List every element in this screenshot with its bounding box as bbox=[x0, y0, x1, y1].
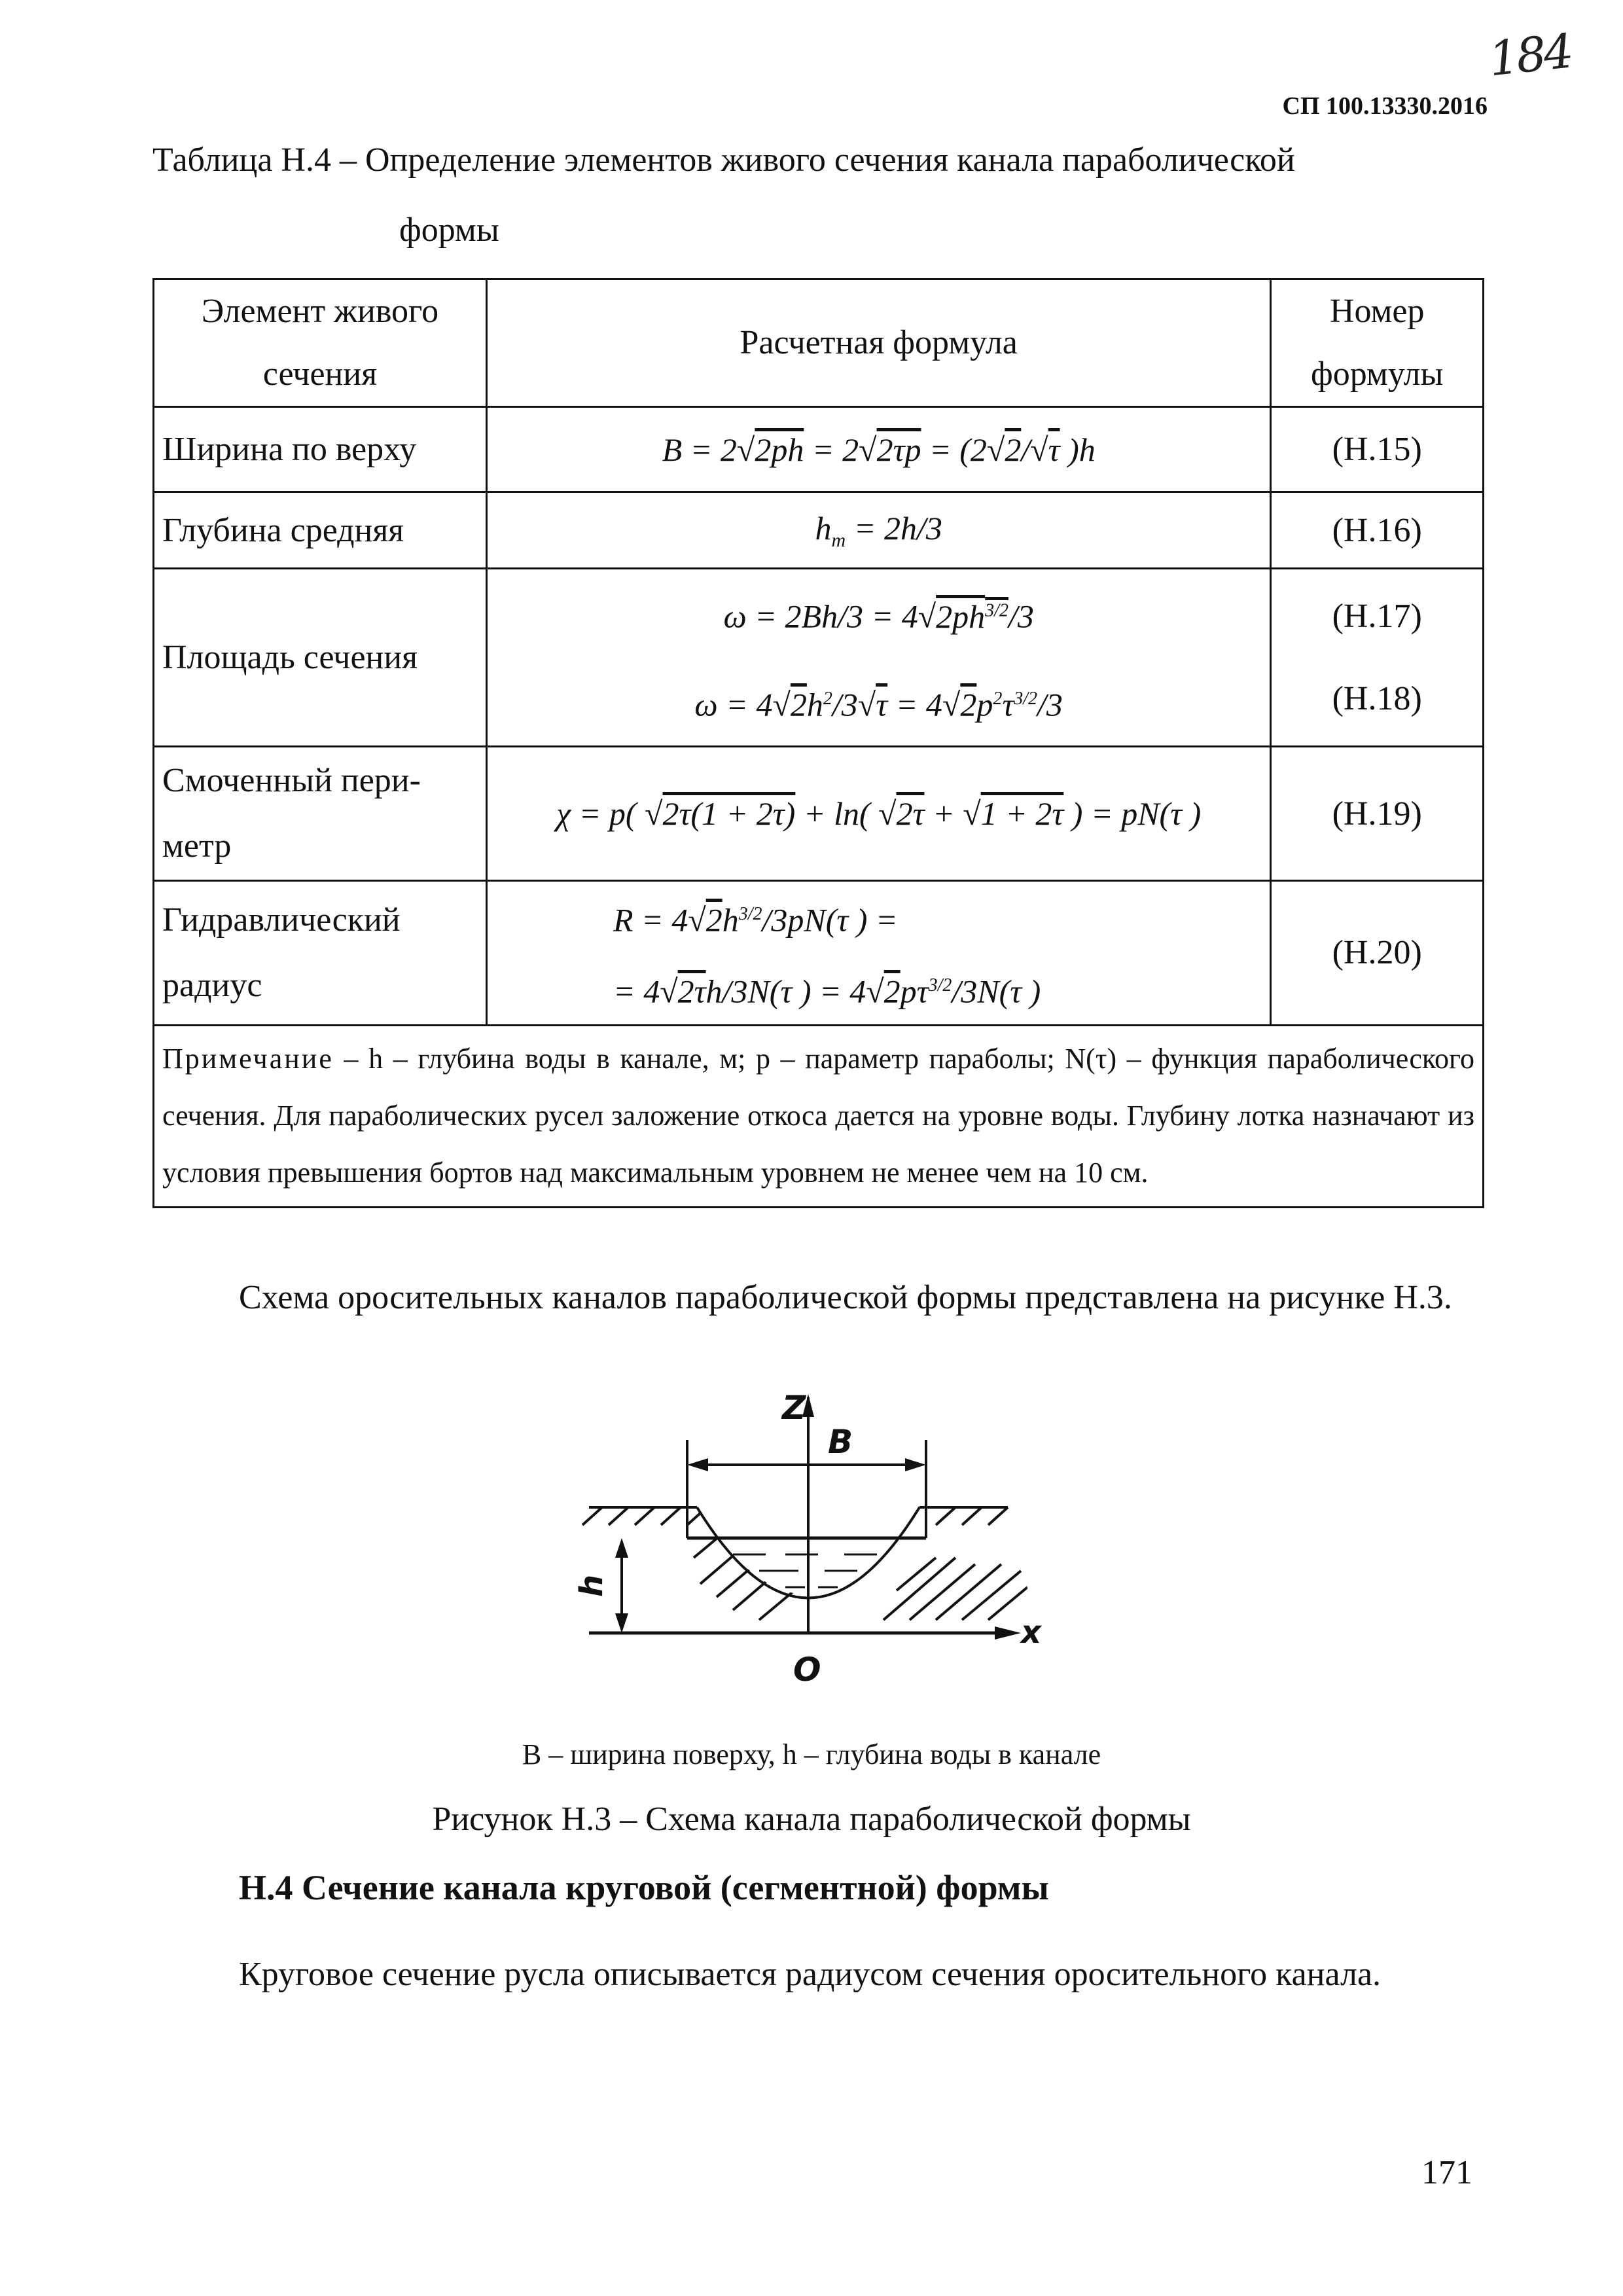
row-element: Гидравлический радиус bbox=[154, 881, 487, 1025]
table-caption: Таблица Н.4 – Определение элементов живого сечения канала параболической bbox=[152, 141, 1295, 179]
header-number: Номер формулы bbox=[1271, 279, 1484, 407]
ground-hatching bbox=[569, 1507, 1027, 1620]
label-h: h bbox=[573, 1574, 610, 1597]
table-note bbox=[154, 1025, 1484, 1207]
label-o: O bbox=[793, 1651, 821, 1689]
page-number: 171 bbox=[1421, 2154, 1472, 2191]
header-formula: Расчетная формула bbox=[486, 279, 1270, 407]
figure-caption: Рисунок Н.3 – Схема канала параболической формы bbox=[432, 1801, 1191, 1838]
row-formula: B = 2√2ph = 2√2τp = (2√2/√τ )h bbox=[486, 407, 1270, 492]
note-label: Примечание bbox=[162, 1042, 334, 1075]
table-row bbox=[154, 881, 1484, 1025]
row-number: (Н.15) bbox=[1271, 407, 1484, 492]
table-row bbox=[154, 492, 1484, 569]
table-row bbox=[154, 407, 1484, 492]
row-number: (Н.20) bbox=[1271, 881, 1484, 1025]
row-number: (Н.16) bbox=[1271, 492, 1484, 569]
figure-legend: B – ширина поверху, h – глубина воды в канале bbox=[522, 1738, 1101, 1770]
row-number: (Н.17) (Н.18) bbox=[1271, 569, 1484, 747]
label-b: B bbox=[828, 1423, 853, 1461]
paragraph-circular-section: Круговое сечение русла описывается радиусом сечения оросительного канала. bbox=[239, 1956, 1382, 1993]
table-row bbox=[154, 747, 1484, 881]
row-formula: $\omega = 2Bh/3 = 4√2ph^{3/2}/3$ $\omega = 4√2h^2/3√\tau = 4√2p^2\tau^{3/2}/3$ bbox=[486, 569, 1270, 747]
row-number: (Н.19) bbox=[1271, 747, 1484, 881]
handwritten-page-number: 184 bbox=[1486, 23, 1574, 87]
label-x: x bbox=[1021, 1614, 1041, 1651]
table-header-row bbox=[154, 279, 1484, 407]
label-z: Z bbox=[782, 1389, 806, 1427]
row-formula: χ = p( √2τ(1 + 2τ) + ln( √2τ + √1 + 2τ ) = pN(τ ) bbox=[486, 747, 1270, 881]
document-code: СП 100.13330.2016 bbox=[1282, 92, 1488, 120]
row-formula: $R = 4√2h^{3/2}/3pN(\tau$ ) = = 4√2τh/3N(τ ) = $4√2p\tau^{3/2}/3N(\tau$ ) bbox=[486, 881, 1270, 1025]
table-caption-continuation: формы bbox=[399, 211, 499, 249]
row-element: Ширина по верху bbox=[154, 407, 487, 492]
row-element: Смоченный пери- метр bbox=[154, 747, 487, 881]
row-formula: $h_m = 2h/3$ bbox=[486, 492, 1270, 569]
section-heading: Н.4 Сечение канала круговой (сегментной) формы bbox=[239, 1868, 1049, 1907]
parabolic-section-table bbox=[152, 278, 1484, 1208]
note-text: – h – глубина воды в канале, м; p – параметр параболы; N(τ) – функция параболического сечения. Для параболических русел заложение откоса дается на уровне воды. Глубину лотка назначают из условия превышения бортов над максимальным уровнем не менее чем на 10 см. bbox=[162, 1042, 1475, 1189]
paragraph-figure-intro: Схема оросительных каналов параболической формы представлена на рисунке Н.3. bbox=[239, 1279, 1452, 1316]
header-element: Элемент живого сечения bbox=[154, 279, 487, 407]
parabolic-channel-figure bbox=[569, 1368, 1054, 1708]
row-element: Глубина средняя bbox=[154, 492, 487, 569]
table-row bbox=[154, 569, 1484, 747]
row-element: Площадь сечения bbox=[154, 569, 487, 747]
table-note-row bbox=[154, 1025, 1484, 1207]
